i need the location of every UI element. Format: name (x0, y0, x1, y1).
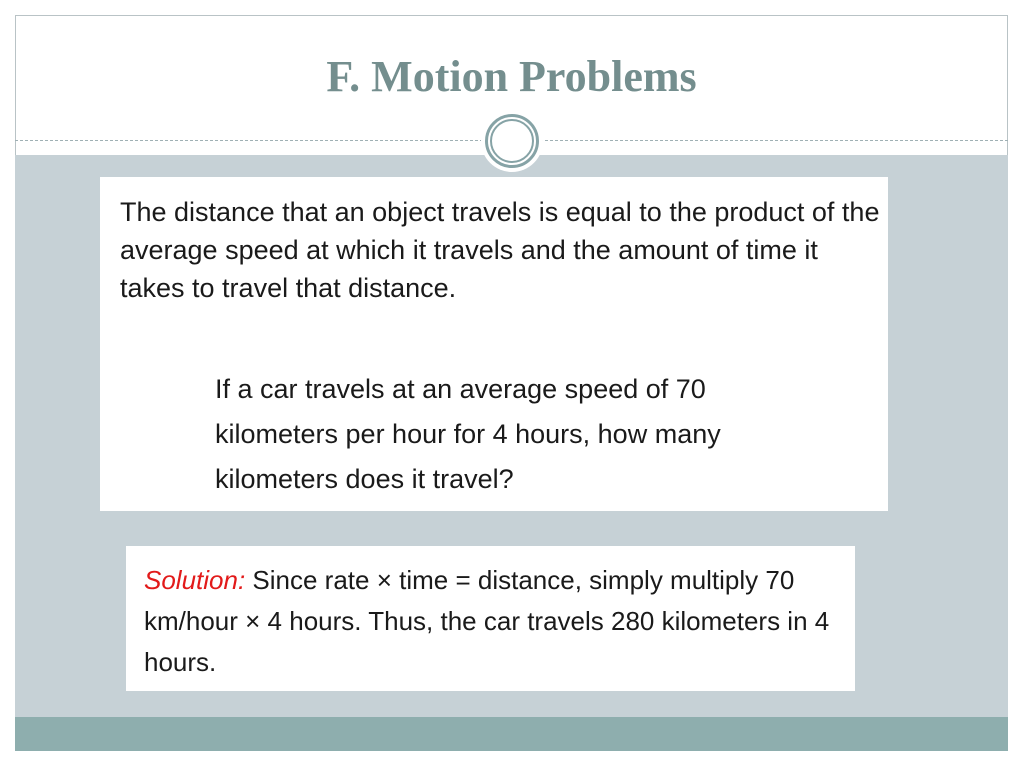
circle-ornament-inner-ring (490, 119, 534, 163)
slide-title: F. Motion Problems (326, 52, 697, 101)
solution-paragraph (144, 560, 844, 683)
definition-text: The distance that an object travels is equal to the product of the average speed at which it travels and the amount of time it takes to travel that distance. (120, 197, 880, 303)
question-text: If a car travels at an average speed of 70 kilometers per hour for 4 hours, how many kilometers does it travel? (215, 374, 721, 494)
solution-text: Since rate × time = distance, simply multiply 70 km/hour × 4 hours. Thus, the car travels 280 kilometers in 4 hours. (144, 565, 830, 677)
solution-box (126, 546, 855, 691)
problem-box (100, 177, 888, 511)
footer-band (15, 717, 1008, 751)
solution-label: Solution: (144, 565, 246, 595)
